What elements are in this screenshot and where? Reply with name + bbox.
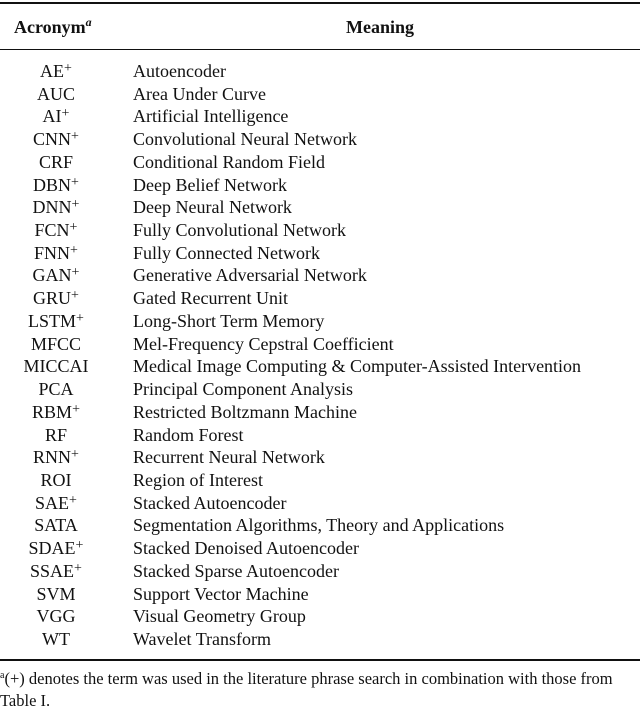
meaning-cell: Deep Neural Network	[133, 197, 292, 218]
header-footnote-mark: a	[85, 15, 92, 29]
table-row	[0, 105, 640, 128]
table-row	[0, 355, 640, 378]
meaning-cell: Autoencoder	[133, 61, 226, 81]
acronym-text: GAN	[32, 265, 72, 286]
table-row	[0, 378, 640, 401]
acronym-cell	[0, 424, 112, 446]
table-row	[0, 492, 640, 515]
meaning-cell: Segmentation Algorithms, Theory and Applications	[133, 515, 505, 536]
table-row	[0, 83, 640, 106]
search-term-marker: +	[71, 174, 79, 190]
meaning-cell: Medical Image Computing & Computer-Assisted Intervention	[133, 356, 582, 377]
table-row	[0, 60, 640, 83]
acronym-cell	[0, 628, 112, 650]
acronym-text: MFCC	[30, 333, 82, 354]
search-term-marker: +	[71, 288, 79, 304]
table-row	[0, 310, 640, 333]
acronym-cell	[0, 310, 112, 332]
acronym-text: CNN	[33, 129, 72, 150]
acronym-text: VGG	[36, 606, 76, 627]
header-rule	[0, 49, 640, 50]
meaning-cell: Convolutional Neural Network	[133, 129, 357, 150]
acronym-cell	[0, 128, 112, 150]
table-row	[0, 196, 640, 219]
acronym-text: SATA	[34, 515, 78, 536]
table-row	[0, 514, 640, 537]
header-acronym-label: Acronym	[14, 17, 86, 37]
table-row	[0, 583, 640, 606]
acronym-cell	[0, 242, 112, 264]
meaning-cell: Principal Component Analysis	[133, 379, 353, 400]
meaning-cell: Area Under Curve	[133, 83, 266, 104]
acronym-cell	[0, 492, 112, 514]
meaning-cell: Stacked Autoencoder	[133, 492, 287, 513]
acronym-text: MICCAI	[23, 356, 89, 377]
acronym-text: FCN	[34, 220, 70, 241]
acronym-cell	[0, 105, 112, 127]
table-row	[0, 560, 640, 583]
acronym-cell	[0, 401, 112, 423]
table-row	[0, 537, 640, 560]
acronym-text: SSAE	[30, 560, 75, 581]
acronym-cell	[0, 333, 112, 355]
meaning-cell: Gated Recurrent Unit	[133, 288, 288, 309]
search-term-marker: +	[71, 129, 79, 145]
meaning-cell: Recurrent Neural Network	[133, 447, 325, 468]
table-row	[0, 174, 640, 197]
header-meaning: Meaning	[346, 17, 415, 37]
meaning-cell: Support Vector Machine	[133, 583, 309, 604]
acronym-text: DBN	[33, 174, 72, 195]
acronym-cell	[0, 355, 112, 377]
acronym-text: SVM	[36, 583, 76, 604]
table-footnote	[0, 668, 640, 712]
acronym-cell	[0, 537, 112, 559]
acronym-cell	[0, 83, 112, 105]
table-row	[0, 242, 640, 265]
acronym-text: SDAE	[28, 538, 76, 559]
meaning-cell: Conditional Random Field	[133, 151, 325, 172]
meaning-cell: Visual Geometry Group	[133, 606, 306, 627]
table-row	[0, 333, 640, 356]
table-row	[0, 605, 640, 628]
meaning-cell: Generative Adversarial Network	[133, 265, 367, 286]
acronym-text: AE	[40, 61, 65, 81]
search-term-marker: +	[71, 265, 80, 281]
table-row	[0, 628, 640, 651]
acronym-text: RNN	[33, 447, 72, 468]
meaning-cell: Artificial Intelligence	[133, 106, 289, 127]
acronym-cell	[0, 264, 112, 286]
table-row	[0, 424, 640, 447]
acronym-cell	[0, 219, 112, 241]
search-term-marker: +	[72, 401, 80, 417]
meaning-cell: Random Forest	[133, 424, 244, 445]
acronym-text: LSTM	[28, 310, 77, 331]
meaning-cell: Deep Belief Network	[133, 174, 287, 195]
table-row	[0, 151, 640, 174]
acronym-cell	[0, 60, 112, 82]
search-term-marker: +	[71, 447, 79, 463]
acronym-text: AI	[42, 106, 62, 127]
search-term-marker: +	[70, 242, 78, 258]
acronym-text: FNN	[34, 242, 71, 263]
search-term-marker: +	[61, 106, 70, 122]
meaning-cell: Wavelet Transform	[133, 628, 272, 649]
acronym-cell	[0, 560, 112, 582]
acronym-cell	[0, 583, 112, 605]
acronym-text: SAE	[35, 492, 70, 513]
meaning-cell: Restricted Boltzmann Machine	[133, 401, 357, 422]
acronym-cell	[0, 514, 112, 536]
header-acronym	[14, 15, 92, 39]
acronym-cell	[0, 378, 112, 400]
acronym-text: DNN	[32, 197, 72, 218]
table-row	[0, 264, 640, 287]
acronym-text: ROI	[40, 469, 72, 490]
acronym-cell	[0, 287, 112, 309]
acronym-cell	[0, 605, 112, 627]
search-term-marker: +	[69, 220, 78, 236]
search-term-marker: +	[69, 492, 77, 508]
top-rule	[0, 2, 640, 4]
table-row	[0, 128, 640, 151]
search-term-marker: +	[75, 538, 84, 554]
bottom-rule	[0, 659, 640, 661]
meaning-cell: Stacked Sparse Autoencoder	[133, 560, 339, 581]
search-term-marker: +	[74, 560, 82, 576]
footnote-text: (+) denotes the term was used in the literature phrase search in combination with those from Table I.	[0, 669, 613, 710]
table-row	[0, 401, 640, 424]
meaning-cell: Region of Interest	[133, 469, 263, 490]
acronym-text: AUC	[36, 83, 75, 104]
acronym-text: PCA	[38, 379, 74, 400]
acronym-cell	[0, 446, 112, 468]
table-row	[0, 446, 640, 469]
acronym-text: RBM	[32, 401, 73, 422]
acronym-text: CRF	[38, 151, 74, 172]
acronym-cell	[0, 196, 112, 218]
acronym-cell	[0, 469, 112, 491]
acronym-text: WT	[42, 628, 70, 649]
acronym-table-body	[0, 60, 640, 651]
search-term-marker: +	[64, 61, 72, 76]
table-row	[0, 287, 640, 310]
meaning-cell: Mel-Frequency Cepstral Coefficient	[133, 333, 394, 354]
meaning-cell: Stacked Denoised Autoencoder	[133, 538, 359, 559]
table-row	[0, 469, 640, 492]
meaning-cell: Fully Convolutional Network	[133, 220, 346, 241]
search-term-marker: +	[76, 310, 84, 326]
meaning-cell: Long-Short Term Memory	[133, 310, 325, 331]
acronym-text: RF	[44, 424, 68, 445]
acronym-cell	[0, 174, 112, 196]
footnote-mark: a	[0, 670, 5, 681]
search-term-marker: +	[71, 197, 80, 213]
acronym-cell	[0, 151, 112, 173]
meaning-cell: Fully Connected Network	[133, 242, 320, 263]
table-row	[0, 219, 640, 242]
acronym-text: GRU	[33, 288, 72, 309]
